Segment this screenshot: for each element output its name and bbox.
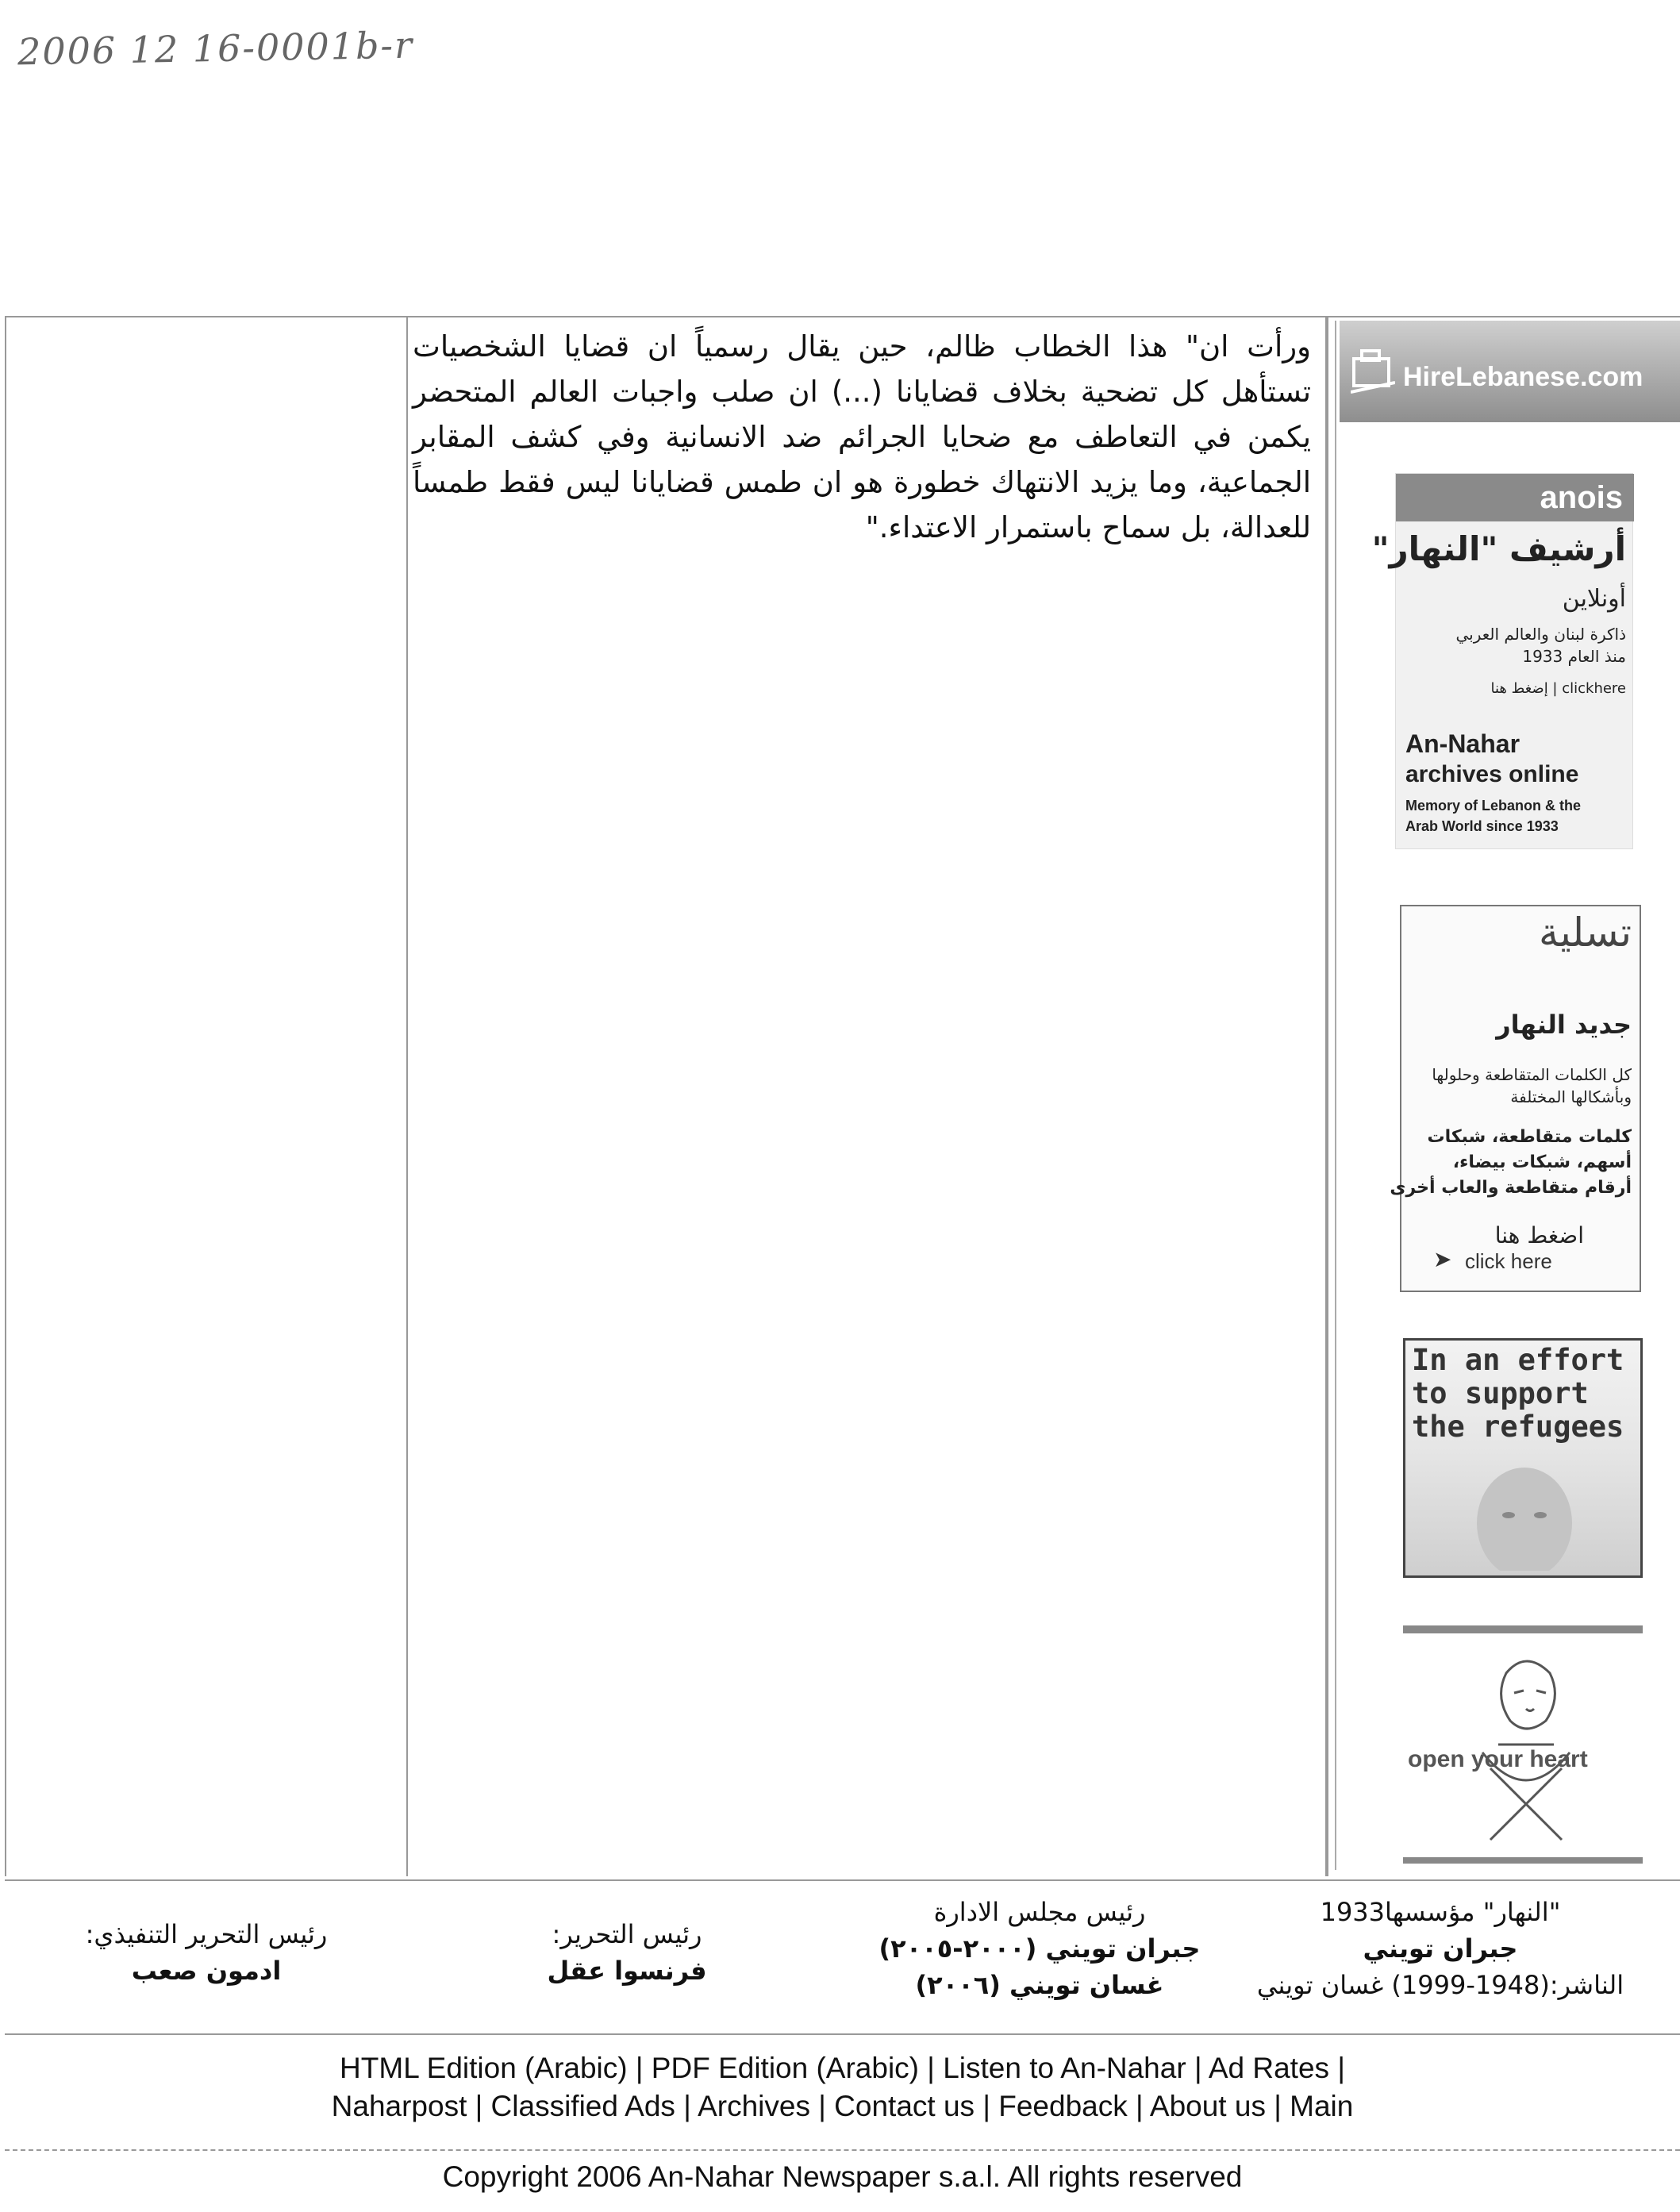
links-row-1: HTML Edition (Arabic) | PDF Edition (Arabic) | Listen to An-Nahar | Ad Rates | [340,2052,1345,2084]
links-row-2: Naharpost | Classified Ads | Archives | Contact us | Feedback | About us | Main [331,2090,1354,2122]
heart-banner-bottom-rule [1403,1857,1643,1864]
exec-editor-name: ادمون صعب [131,1956,282,1986]
archive-title-en-2: archives online [1405,761,1579,787]
link-ad-rates[interactable]: Ad Rates [1208,2052,1330,2084]
archive-desc-en-2: Arab World since 1933 [1405,818,1559,834]
refugees-line-3: the refugees [1412,1410,1624,1444]
link-listen[interactable]: Listen to An-Nahar [943,2052,1186,2084]
link-pdf-edition[interactable]: PDF Edition (Arabic) [651,2052,920,2084]
crossword-line-4: أسهم، شبكات بيضاء، [1452,1152,1632,1172]
archive-banner[interactable] [1371,473,1633,849]
footer-links [5,2037,1680,2151]
link-classified-ads[interactable]: Classified Ads [490,2090,675,2122]
founder-block [1254,1894,1627,2003]
crossword-new: جديد النهار [1496,1010,1632,1040]
hire-lebanese-banner[interactable] [1340,321,1680,422]
archive-desc-ar-2: منذ العام 1933 [1522,647,1626,666]
link-about-us[interactable]: About us [1149,2090,1266,2122]
refugees-line-1: In an effort [1412,1343,1624,1377]
face-illustration [1437,1460,1596,1571]
heart-banner-top-rule [1403,1625,1643,1633]
link-html-edition[interactable]: HTML Edition (Arabic) [340,2052,628,2084]
link-archives[interactable]: Archives [698,2090,810,2122]
open-your-heart-text: open your heart [1408,1746,1588,1772]
founder-name: جبران تويني [1363,1933,1518,1964]
board-name-1: جبران تويني (٢٠٠٠-٢٠٠٥) [878,1933,1201,1964]
archive-click-here[interactable]: clickhere | إضغط هنا [1490,680,1626,697]
crossword-title: تسلية [1539,910,1632,956]
crossword-line-5: أرقام متقاطعة والعاب أخرى [1390,1178,1632,1198]
article-body: ورأت ان" هذا الخطاب ظالم، حين يقال رسمياً ان قضايا الشخصيات تستأهل كل تضحية بخلاف قضايانا (...) ان صلب واجبات العالم المتحضر يكمن في التعاطف مع ضحايا الجرائم ضد الانسانية وفي كشف المقابر الجماعية، وما يزيد الانتهاك خطورة هو ان طمس قضايانا ليس فقط طمساً للعدالة، بل سماح باستمرار الاعتداء." [413,329,1311,544]
crossword-line-2: وبأشكالها المختلفة [1510,1087,1632,1106]
editor-label: رئيس التحرير: [552,1919,702,1949]
archive-subtitle-ar: أونلاين [1562,585,1626,613]
archive-brand: anois [1540,480,1623,515]
exec-editor-block [48,1916,365,1989]
exec-editor-label: رئيس التحرير التنفيذي: [85,1919,328,1949]
left-column [5,316,408,1876]
board-block [857,1894,1222,2003]
publisher-line: الناشر:(1948-1999) غسان تويني [1256,1970,1624,2000]
founder-label: "النهار" مؤسسها1933 [1320,1897,1561,1927]
open-your-heart-banner[interactable] [1403,1625,1643,1864]
refugees-banner[interactable] [1403,1338,1643,1578]
board-label: رئيس مجلس الادارة [933,1897,1146,1927]
hire-lebanese-label: HireLebanese.com [1403,362,1643,392]
link-naharpost[interactable]: Naharpost [331,2090,467,2122]
archive-title-ar: أرشيف "النهار" [1371,529,1626,568]
editor-name: فرنسوا عقل [547,1956,707,1986]
copyright-notice: Copyright 2006 An-Nahar Newspaper s.a.l. All rights reserved [442,2160,1243,2193]
refugees-line-2: to support [1412,1376,1589,1410]
briefcase-icon [1351,341,1395,397]
editor-block [508,1916,746,1989]
crossword-press-ar[interactable]: اضغط هنا [1494,1222,1584,1248]
arrow-icon: ➤ [1433,1246,1452,1272]
link-feedback[interactable]: Feedback [998,2090,1128,2122]
scan-annotation: 2006 12 16-0001b-r [17,23,414,74]
crossword-line-3: كلمات متقاطعة، شبكات [1427,1127,1632,1147]
crossword-press-en[interactable]: click here [1465,1249,1552,1273]
crossword-banner[interactable] [1390,905,1641,1292]
archive-title-en-1: An-Nahar [1405,729,1520,758]
archive-desc-en-1: Memory of Lebanon & the [1405,798,1582,814]
crossword-line-1: كل الكلمات المتقاطعة وحلولها [1432,1065,1632,1084]
archive-desc-ar-1: ذاكرة لبنان والعالم العربي [1455,625,1626,644]
link-contact-us[interactable]: Contact us [834,2090,975,2122]
link-main[interactable]: Main [1290,2090,1354,2122]
board-name-2: غسان تويني (٢٠٠٦) [915,1970,1164,2000]
